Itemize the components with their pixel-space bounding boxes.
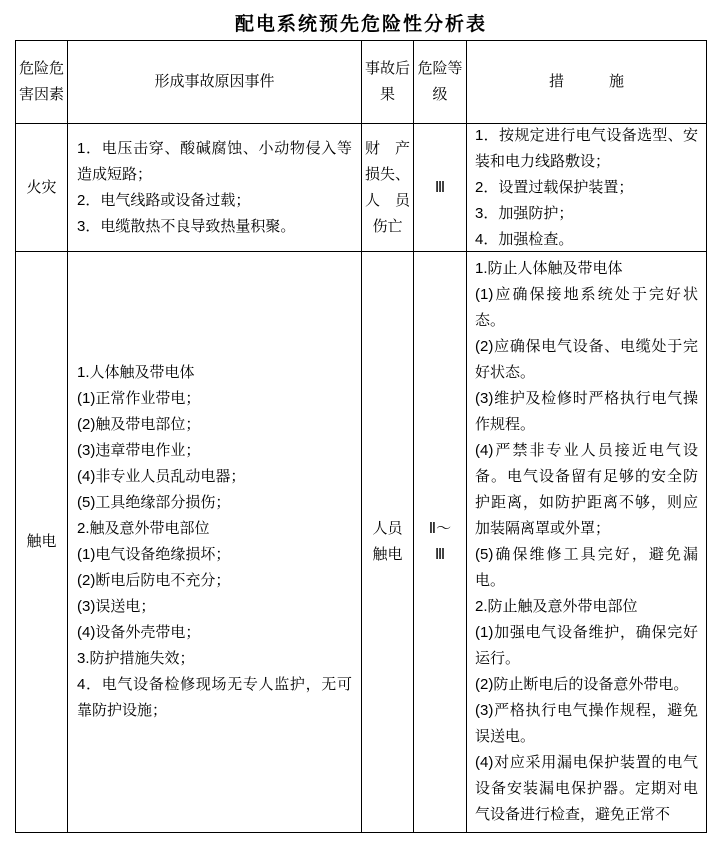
cause-item: (2)触及带电部位； — [77, 416, 201, 433]
measure-item: (2)防止断电后的设备意外带电。 — [475, 676, 689, 693]
row-fire-consequence-cell — [362, 124, 414, 252]
risk-level-value: Ⅲ — [434, 546, 446, 563]
cause-item: (3)违章带电作业； — [77, 442, 201, 459]
consequence-line: 人 员 — [364, 191, 410, 209]
hazard-analysis-table — [15, 40, 707, 833]
row-fire-cause-cell — [68, 124, 362, 252]
consequence-line: 触电 — [372, 546, 403, 563]
measure-item: (1)加强电气设备维护，确保完好运行。 — [475, 624, 698, 667]
risk-level-value: Ⅲ — [434, 178, 446, 196]
row-shock-factor-label: 触电 — [26, 533, 57, 550]
cause-item: 1．电压击穿、酸碱腐蚀、小动物侵入等造成短路； — [77, 139, 352, 183]
cause-item: (2)断电后防电不充分； — [77, 572, 231, 589]
risk-level-value: Ⅱ～ — [428, 520, 452, 537]
row-shock-cause-cell — [68, 252, 362, 833]
cause-item: (4)非专业人员乱动电器； — [77, 468, 246, 485]
cause-item: 2.触及意外带电部位 — [77, 520, 210, 537]
cause-item: 1.人体触及带电体 — [77, 364, 195, 381]
measure-item: (2)应确保电气设备、电缆处于完好状态。 — [475, 338, 698, 381]
measure-item: 3．加强防护； — [475, 204, 574, 222]
cause-item: (5)工具绝缘部分损伤； — [77, 494, 231, 511]
page-title: 配电系统预先危险性分析表 — [234, 14, 487, 35]
measure-item: (4)严禁非专业人员接近电气设备。电气设备留有足够的安全防护距离，如防护距离不够，则应加装隔离罩或外罩； — [475, 442, 698, 537]
measure-item: (1)应确保接地系统处于完好状态。 — [475, 286, 698, 329]
row-fire-risk-level-cell — [414, 124, 467, 252]
measure-item: 1.防止人体触及带电体 — [475, 260, 623, 277]
row-shock-factor-cell — [16, 252, 68, 833]
measure-item: (4)对应采用漏电保护装置的电气设备安装漏电保护器。定期对电气设备进行检查，避免正常不 — [475, 754, 698, 823]
measure-item: 2．设置过载保护装置； — [475, 178, 634, 196]
row-fire-factor-cell — [16, 124, 68, 252]
row-fire-measures-cell — [467, 124, 707, 252]
header-hazard-factor — [16, 41, 68, 124]
header-cause-events-label: 形成事故原因事件 — [154, 73, 275, 90]
header-risk-level — [414, 41, 467, 124]
consequence-line: 人员 — [372, 520, 403, 537]
consequence-line: 损失、 — [364, 165, 410, 183]
cause-item: (1)正常作业带电； — [77, 390, 201, 407]
header-risk-level-label: 危险等级 — [417, 60, 463, 103]
cause-item: 4．电气设备检修现场无专人监护，无可靠防护设施； — [77, 676, 352, 719]
cause-item: 2．电气线路或设备过载； — [77, 191, 251, 209]
measure-item: 2.防止触及意外带电部位 — [475, 598, 638, 615]
cause-item: 3.防护措施失效； — [77, 650, 195, 667]
header-cause-events — [68, 41, 362, 124]
row-fire-factor-label: 火灾 — [26, 178, 57, 196]
header-measures — [467, 41, 707, 124]
measure-item: 1．按规定进行电气设备选型、安装和电力线路敷设； — [475, 126, 698, 170]
cause-item: (1)电气设备绝缘损坏； — [77, 546, 231, 563]
header-measures-label: 措 施 — [548, 73, 624, 90]
measure-item: (5)确保维修工具完好，避免漏电。 — [475, 546, 698, 589]
measure-item: 4．加强检查。 — [475, 230, 574, 248]
consequence-line: 伤亡 — [372, 217, 403, 235]
row-shock-consequence-cell — [362, 252, 414, 833]
header-accident-consequence-label: 事故后果 — [364, 60, 410, 103]
row-shock-risk-level-cell — [414, 252, 467, 833]
cause-item: 3．电缆散热不良导致热量积聚。 — [77, 217, 296, 235]
header-hazard-factor-label: 危险危害因素 — [18, 60, 64, 103]
header-accident-consequence — [362, 41, 414, 124]
cause-item: (3)误送电； — [77, 598, 156, 615]
measure-item: (3)维护及检修时严格执行电气操作规程。 — [475, 390, 698, 433]
cause-item: (4)设备外壳带电； — [77, 624, 201, 641]
measure-item: (3)严格执行电气操作规程，避免误送电。 — [475, 702, 698, 745]
consequence-line: 财 产 — [364, 139, 410, 157]
row-shock-measures-cell — [467, 252, 707, 833]
